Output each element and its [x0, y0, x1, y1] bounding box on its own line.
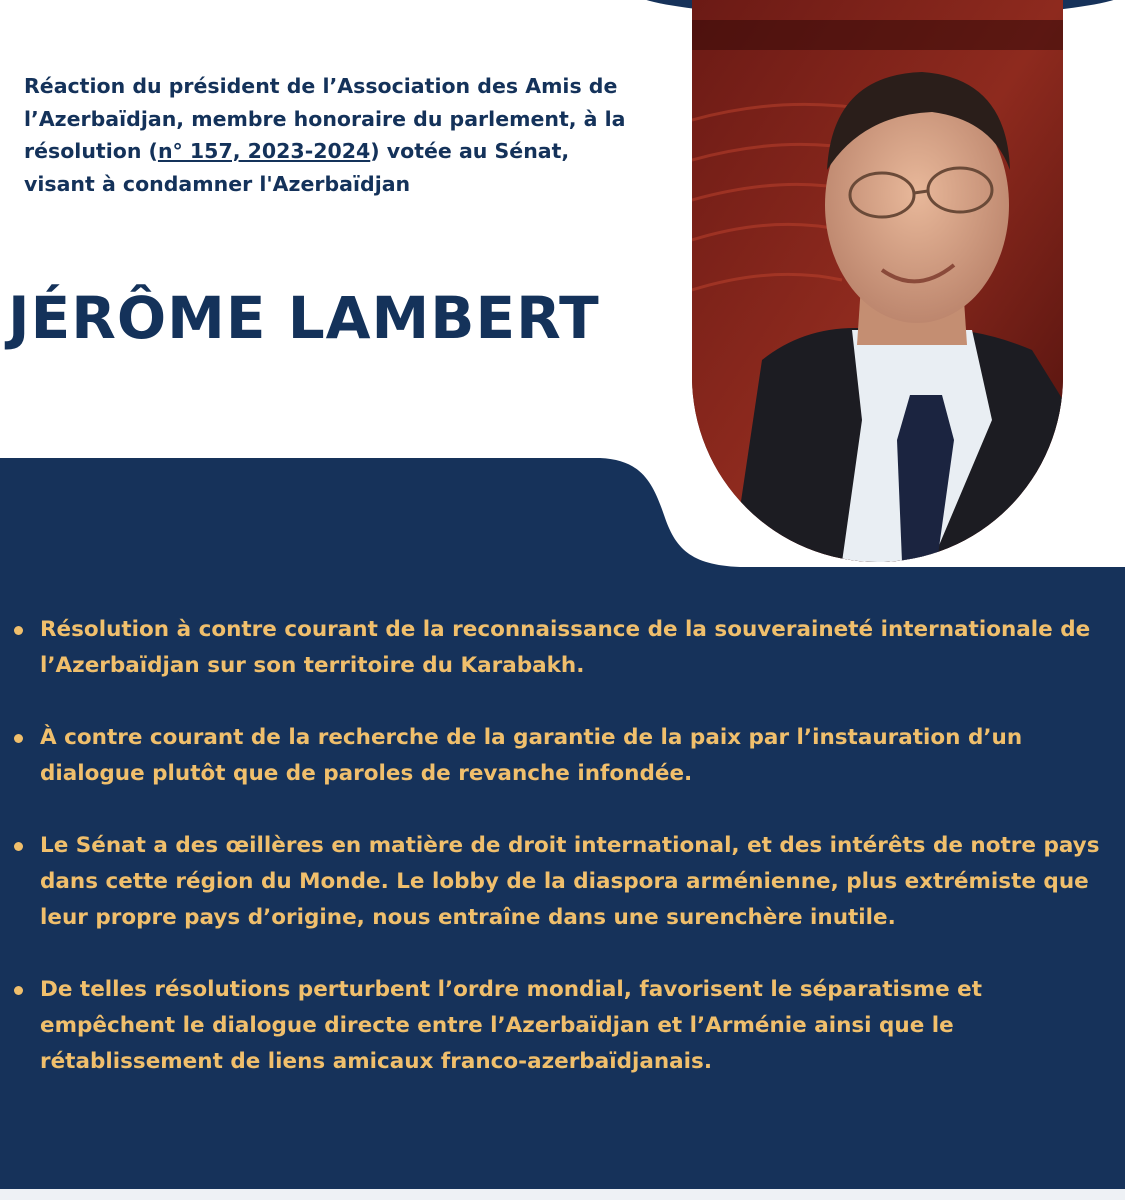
bullet-list — [14, 612, 1110, 1116]
bullet-text: À contre courant de la recherche de la garantie de la paix par l’instauration d’un dialogue plutôt que de paroles de revanche infondée. — [40, 725, 1023, 786]
resolution-reference-link[interactable]: n° 157, 2023-2024 — [157, 139, 371, 163]
list-item — [14, 612, 1110, 684]
bullet-text: De telles résolutions perturbent l’ordre mondial, favorisent le séparatisme et empêchent le dialogue directe entre l’Azerbaïdjan et l’Arménie ainsi que le rétablissement de liens amicaux franco-azerbaïdjanais. — [40, 977, 983, 1074]
list-item — [14, 972, 1110, 1080]
footer-strip — [0, 1189, 1125, 1200]
intro-text-end: ) votée au Sénat, visant à condamner l'Azerbaïdjan — [24, 139, 570, 196]
bullet-text: Résolution à contre courant de la reconnaissance de la souveraineté internationale de l’Azerbaïdjan sur son territoire du Karabakh. — [40, 617, 1091, 678]
list-item — [14, 720, 1110, 792]
portrait-photo — [692, 0, 1063, 562]
bullet-dot-icon — [14, 842, 23, 851]
bullet-dot-icon — [14, 734, 23, 743]
intro-text — [24, 70, 644, 200]
intro-text-start: Réaction du président de l’Association des Amis de l’Azerbaïdjan, membre honoraire du parlement, à la résolution ( — [24, 74, 626, 163]
bullet-text: Le Sénat a des œillères en matière de droit international, et des intérêts de notre pays dans cette région du Monde. Le lobby de la diaspora arménienne, plus extrémiste que leur propre pays d’origine, nous entraîne dans une surenchère inutile. — [40, 833, 1100, 930]
list-item — [14, 828, 1110, 936]
person-name: JÉRÔME LAMBERT — [8, 284, 600, 352]
bullet-dot-icon — [14, 986, 23, 995]
bullet-dot-icon — [14, 626, 23, 635]
